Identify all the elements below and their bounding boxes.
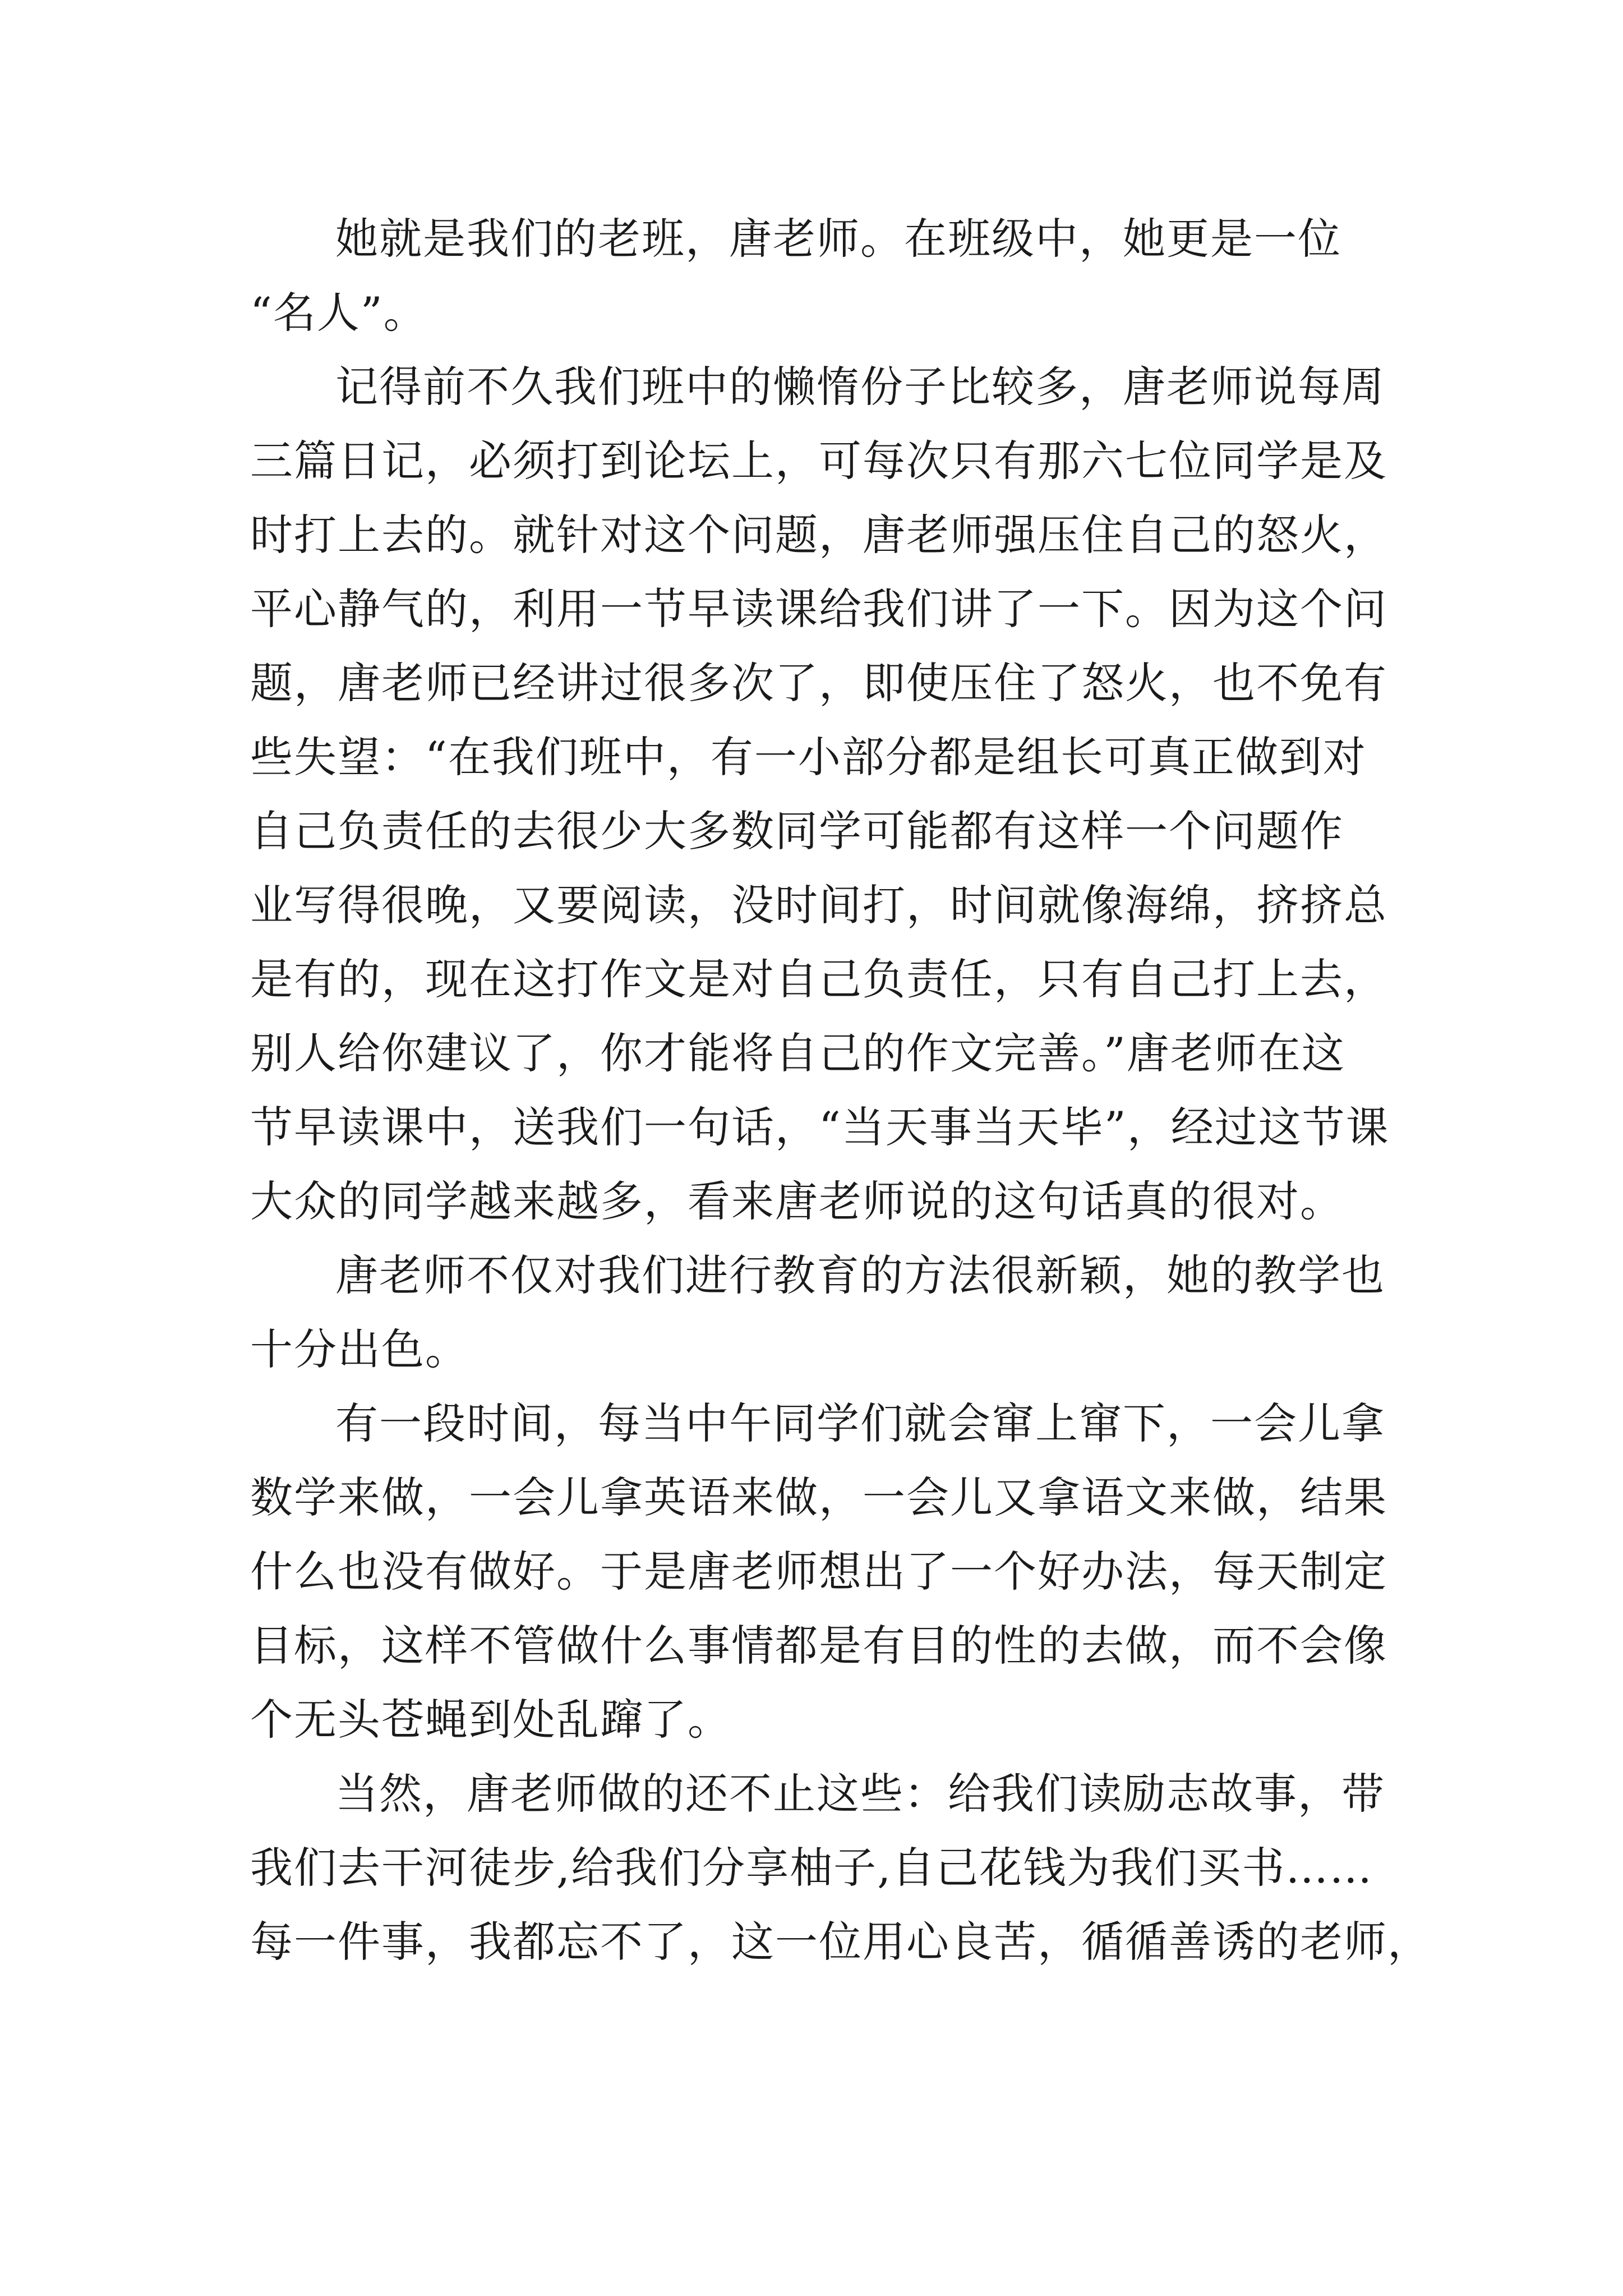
text-line: 我们去干河徒步,给我们分享柚子,自己花钱为我们买书…… <box>250 1843 1373 1893</box>
text-line: 每一件事，我都忘不了，这一位用心良苦，循循善诱的老师， <box>250 1917 1431 1967</box>
text-line: 时打上去的。就针对这个问题，唐老师强压住自己的怒火， <box>250 510 1387 560</box>
text-line: 她就是我们的老班，唐老师。在班级中，她更是一位 <box>335 214 1341 264</box>
text-line: 节早读课中，送我们一句话，“当天事当天毕”，经过这节课 <box>250 1102 1390 1152</box>
text-line: 目标，这样不管做什么事情都是有目的性的去做，而不会像 <box>250 1621 1387 1671</box>
text-line: 题，唐老师已经讲过很多次了，即使压住了怒火，也不免有 <box>250 658 1387 708</box>
text-line: 十分出色。 <box>250 1324 469 1374</box>
text-line: 些失望：“在我们班中，有一小部分都是组长可真正做到对 <box>250 732 1367 782</box>
text-line: 大众的同学越来越多，看来唐老师说的这句话真的很对。 <box>250 1176 1344 1226</box>
text-line: 是有的，现在这打作文是对自己负责任，只有自己打上去， <box>250 954 1387 1004</box>
text-line: 三篇日记，必须打到论坛上，可每次只有那六七位同学是及 <box>250 436 1387 486</box>
text-line: 平心静气的，利用一节早读课给我们讲了一下。因为这个问 <box>250 584 1387 634</box>
text-line: 当然，唐老师做的还不止这些：给我们读励志故事，带 <box>335 1769 1385 1819</box>
text-line: 自己负责任的去很少大多数同学可能都有这样一个问题作 <box>250 806 1344 856</box>
text-line: “名人”。 <box>250 288 427 338</box>
text-line: 业写得很晚，又要阅读，没时间打，时间就像海绵，挤挤总 <box>250 880 1387 930</box>
body-text <box>250 202 1431 1979</box>
text-line: 个无头苍蝇到处乱蹿了。 <box>250 1695 731 1745</box>
text-line: 别人给你建议了，你才能将自己的作文完善。”唐老师在这 <box>250 1028 1345 1078</box>
text-line: 有一段时间，每当中午同学们就会窜上窜下，一会儿拿 <box>335 1398 1385 1448</box>
text-line: 记得前不久我们班中的懒惰份子比较多，唐老师说每周 <box>335 362 1385 412</box>
text-line: 数学来做，一会儿拿英语来做，一会儿又拿语文来做，结果 <box>250 1473 1387 1522</box>
text-line: 唐老师不仅对我们进行教育的方法很新颖，她的教学也 <box>335 1250 1385 1300</box>
text-line: 什么也没有做好。于是唐老师想出了一个好办法，每天制定 <box>250 1547 1387 1596</box>
